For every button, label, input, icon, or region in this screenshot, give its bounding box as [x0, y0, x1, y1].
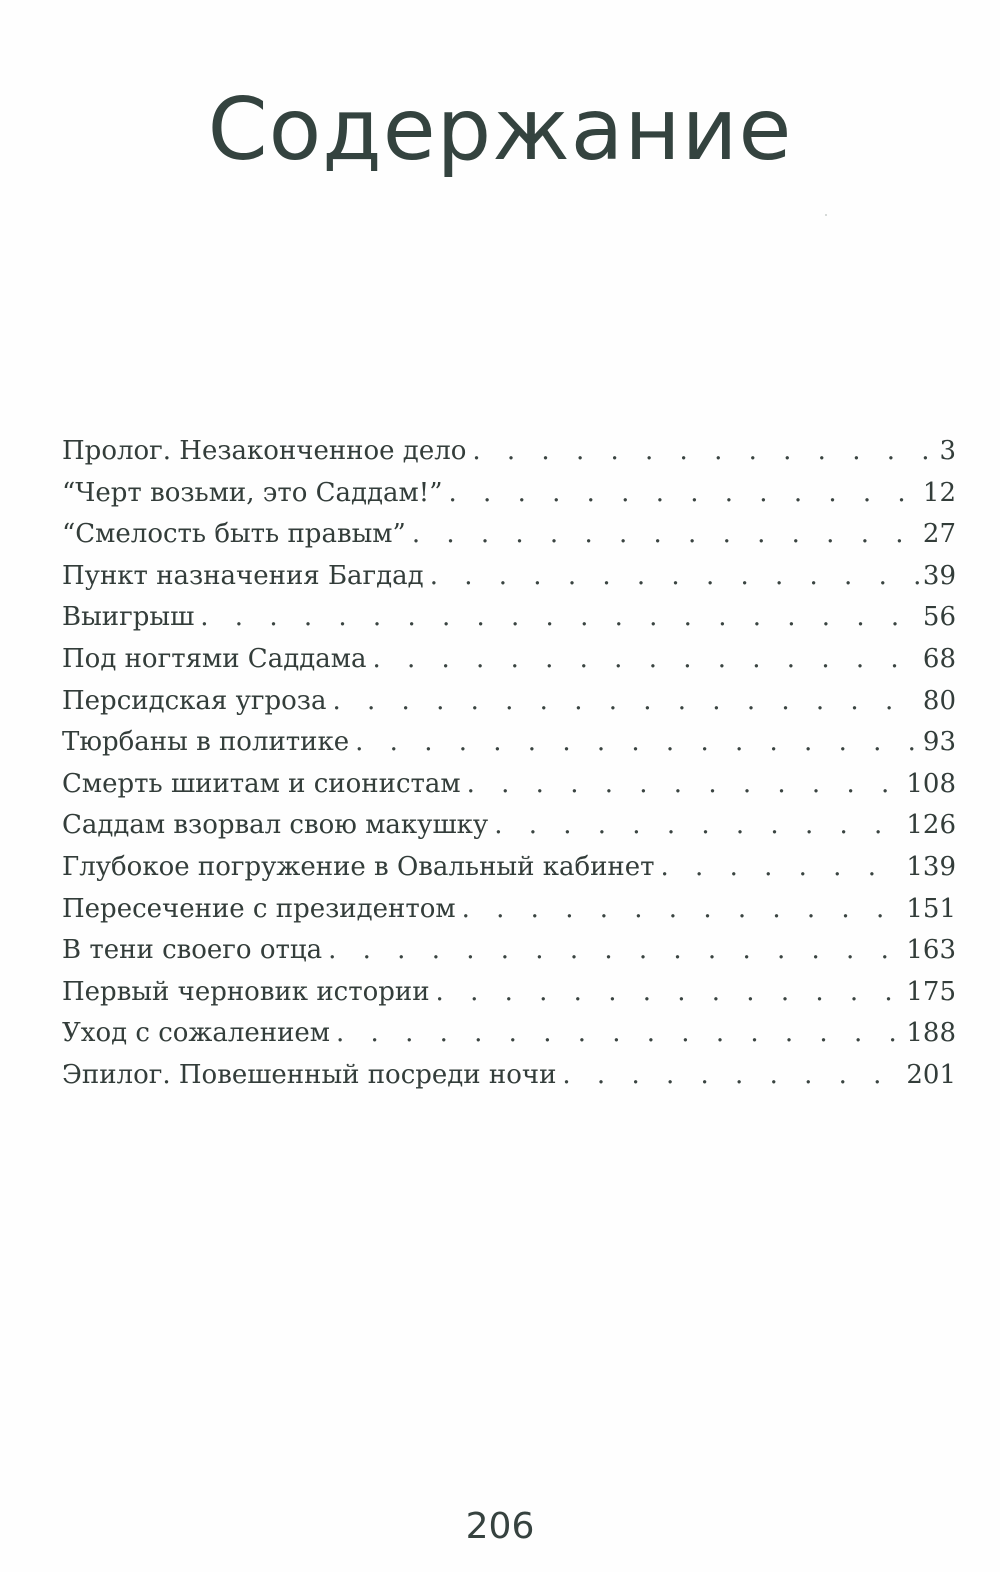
toc-entry-title: Выигрыш [62, 602, 195, 633]
toc-entry[interactable] [62, 436, 956, 478]
dot-leader [336, 1018, 902, 1048]
toc-entry[interactable] [62, 894, 956, 936]
dot-leader [449, 478, 919, 508]
toc-entry[interactable] [62, 727, 956, 769]
toc-entry-page: 3 [939, 436, 956, 466]
toc-entry[interactable] [62, 977, 956, 1019]
toc-entry-title: Первый черновик истории [62, 976, 430, 1007]
scan-speck [825, 214, 827, 216]
toc-entry-page: 201 [906, 1059, 956, 1090]
toc-entry[interactable] [62, 1060, 956, 1102]
toc-entry-page: 93 [922, 727, 956, 758]
toc-entry-title: Пролог. Незаконченное дело [62, 436, 467, 466]
toc-entry-page: 126 [906, 810, 956, 841]
toc-entry-title: Смерть шиитам и сионистам [62, 768, 461, 799]
toc-entry-page: 175 [906, 976, 956, 1007]
toc-entry-page: 68 [922, 643, 956, 674]
dot-leader [562, 1060, 902, 1090]
dot-leader [436, 977, 903, 1007]
toc-entry-title: Эпилог. Повешенный посреди ночи [62, 1059, 557, 1090]
toc-entry-page: 188 [906, 1018, 956, 1049]
toc-entry-title: “Черт возьми, это Саддам!” [62, 477, 443, 508]
toc-entry-page: 151 [906, 893, 956, 924]
toc-entry[interactable] [62, 769, 956, 811]
toc-entry[interactable] [62, 1018, 956, 1060]
toc-entry[interactable] [62, 810, 956, 852]
toc-entry[interactable] [62, 686, 956, 728]
dot-leader [430, 561, 919, 591]
dot-leader [200, 602, 919, 632]
dot-leader [355, 727, 919, 757]
toc-entry[interactable] [62, 478, 956, 520]
toc-entry-title: “Смелость быть правым” [62, 519, 406, 550]
dot-leader [462, 894, 903, 924]
dot-leader [472, 436, 935, 466]
toc-entry-title: Глубокое погружение в Овальный кабинет [62, 851, 655, 882]
page-number: 206 [465, 1506, 535, 1547]
toc-entry-title: Под ногтями Саддама [62, 643, 367, 674]
toc-entry-page: 56 [922, 602, 956, 633]
toc-entry[interactable] [62, 852, 956, 894]
toc-entry-title: Тюрбаны в политике [62, 727, 350, 758]
toc-entry-title: Пересечение с президентом [62, 893, 456, 924]
toc-entry-page: 39 [922, 560, 956, 591]
toc-entry[interactable] [62, 644, 956, 686]
toc-entry[interactable] [62, 935, 956, 977]
toc-entry-title: Персидская угроза [62, 685, 327, 716]
dot-leader [328, 935, 902, 965]
toc-entry-page: 80 [922, 685, 956, 716]
toc-entry[interactable] [62, 561, 956, 603]
toc-entry-page: 12 [922, 477, 956, 508]
toc-entry-page: 27 [922, 519, 956, 550]
toc-entry-title: Уход с сожалением [62, 1018, 331, 1049]
toc-entry-page: 139 [906, 851, 956, 882]
dot-leader [412, 519, 919, 549]
dot-leader [372, 644, 918, 674]
dot-leader [661, 852, 903, 882]
toc-entry-page: 163 [906, 935, 956, 966]
toc-entry-title: Пункт назначения Багдад [62, 560, 424, 591]
dot-leader [332, 686, 918, 716]
page-title: Содержание [207, 79, 793, 180]
table-of-contents [62, 436, 956, 1102]
toc-entry-title: Саддам взорвал свою макушку [62, 810, 489, 841]
dot-leader [467, 769, 903, 799]
toc-entry-page: 108 [906, 768, 956, 799]
toc-entry-title: В тени своего отца [62, 935, 323, 966]
toc-entry[interactable] [62, 519, 956, 561]
dot-leader [494, 810, 902, 840]
toc-entry[interactable] [62, 602, 956, 644]
